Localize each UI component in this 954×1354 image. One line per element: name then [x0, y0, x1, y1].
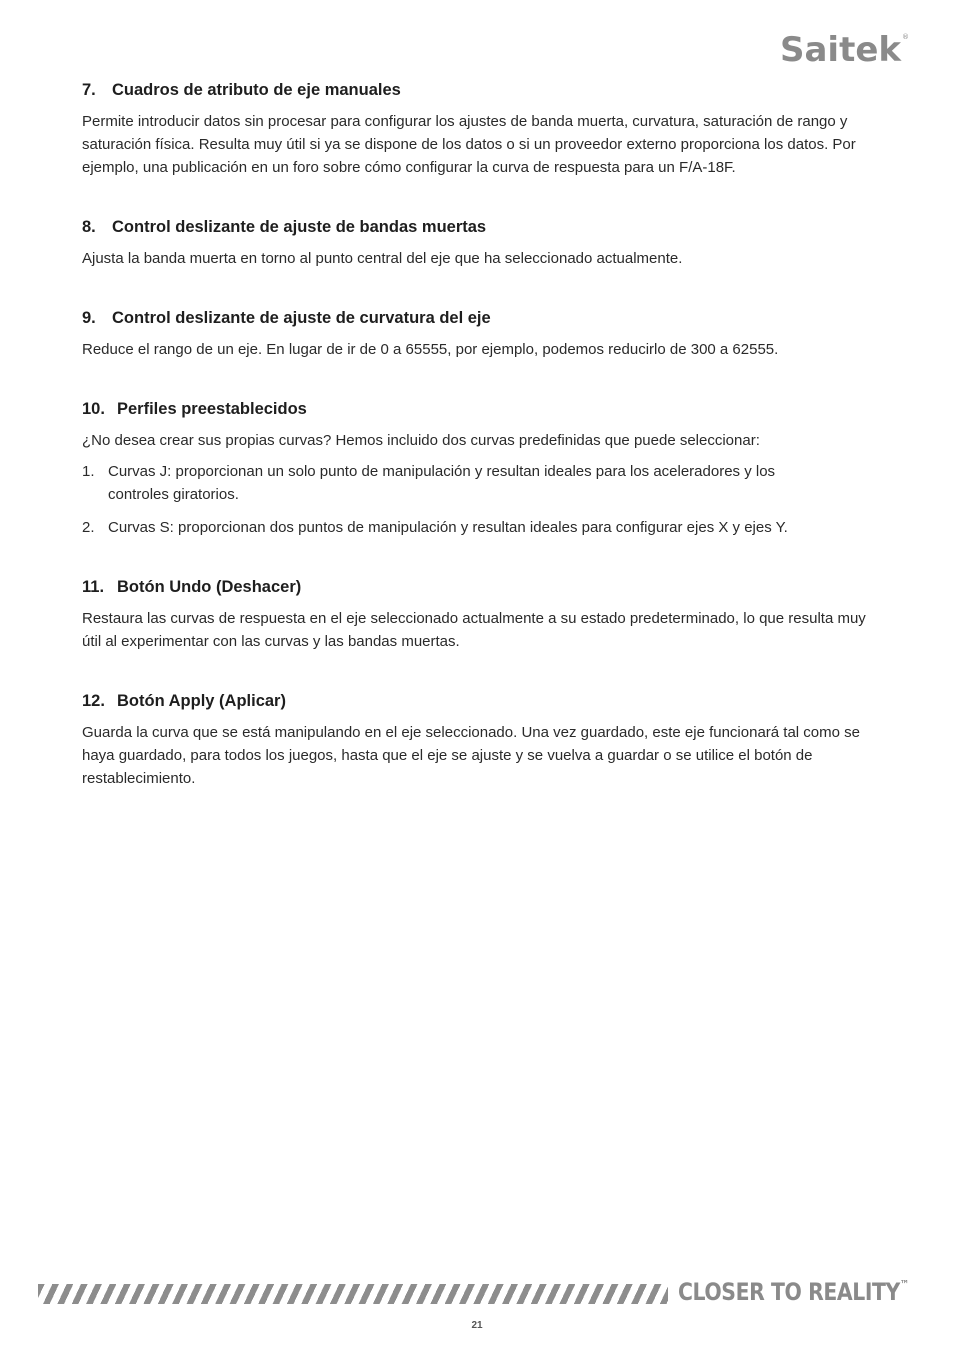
section-heading: 9. Control deslizante de ajuste de curvatura del eje	[82, 309, 491, 327]
section-12	[82, 689, 882, 790]
section-10	[82, 397, 882, 539]
footer-tagline: CLOSER TO REALITY™	[678, 1278, 909, 1306]
preset-list	[82, 460, 882, 539]
section-heading: 11. Botón Undo (Deshacer)	[82, 578, 302, 596]
logo-text: Saitek	[780, 30, 902, 70]
section-8	[82, 215, 882, 270]
section-heading: 10. Perfiles preestablecidos	[82, 400, 307, 418]
section-9	[82, 306, 882, 361]
section-text: Permite introducir datos sin procesar para configurar los ajustes de banda muerta, curvatura, saturación de rango y saturación física. Resulta muy útil si ya se dispone de los datos o si un proveedor externo proporciona los datos. Por ejemplo, una publicación en un foro sobre cómo configurar la curva de respuesta para un F/A-18F.	[82, 113, 856, 176]
section-text: Ajusta la banda muerta en torno al punto central del eje que ha seleccionado actualmente.	[82, 250, 683, 267]
document-body	[82, 78, 882, 826]
section-text: Reduce el rango de un eje. En lugar de ir de 0 a 65555, por ejemplo, podemos reducirlo de 300 a 62555.	[82, 341, 779, 358]
section-heading: 7. Cuadros de atributo de eje manuales	[82, 81, 401, 99]
section-heading: 12. Botón Apply (Aplicar)	[82, 692, 286, 710]
footer-stripe-band	[38, 1284, 668, 1304]
section-11	[82, 575, 882, 653]
section-text: Restaura las curvas de respuesta en el eje seleccionado actualmente a su estado predeterminado, lo que resulta muy útil al experimentar con las curvas y las bandas muertas.	[82, 610, 866, 650]
section-text: Guarda la curva que se está manipulando en el eje seleccionado. Una vez guardado, este eje funcionará tal como se haya guardado, para todos los juegos, hasta que el eje se ajuste y se vuelva a guardar o se utilice el botón de restablecimiento.	[82, 724, 860, 787]
section-7	[82, 78, 882, 179]
list-item: 1. Curvas J: proporcionan un solo punto de manipulación y resultan ideales para los aceleradores y los controles giratorios.	[82, 463, 776, 503]
registered-mark: ®	[902, 33, 910, 41]
saitek-logo	[780, 30, 909, 70]
section-heading: 8. Control deslizante de ajuste de bandas muertas	[82, 218, 487, 236]
list-item: 2. Curvas S: proporcionan dos puntos de manipulación y resultan ideales para configurar ejes X y ejes Y.	[82, 519, 788, 536]
page-number: 21	[471, 1320, 483, 1331]
section-text: ¿No desea crear sus propias curvas? Hemos incluido dos curvas predefinidas que puede seleccionar:	[82, 432, 760, 449]
